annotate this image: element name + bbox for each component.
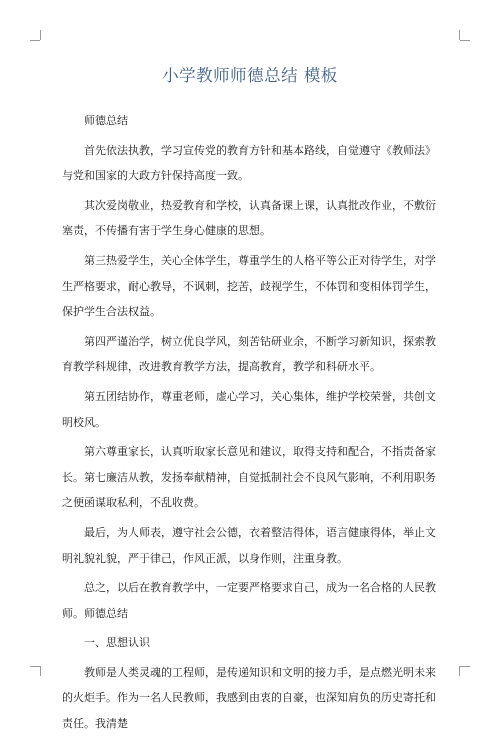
paragraph: 第五团结协作，尊重老师，虚心学习，关心集体，维护学校荣誉，共创文明校风。	[62, 389, 436, 429]
crop-mark-bottom-left-h	[30, 666, 40, 667]
paragraph: 第六尊重家长，认真听取家长意见和建议，取得支持和配合，不指责备家长。第七廉洁从教，发扬奉献精神，自觉抵制社会不良风气影响，不利用职务之便函谋取私利，不乱收费。	[62, 445, 436, 510]
crop-mark-top-left-h	[30, 40, 40, 41]
crop-mark-top-right-h	[460, 40, 470, 41]
crop-mark-top-right-v	[459, 30, 460, 40]
crop-mark-bottom-right-v	[459, 666, 460, 676]
paragraph: 总之，以后在教育教学中，一定要严格要求自己，成为一名合格的人民教师。师德总结	[62, 581, 436, 620]
document-title: 小学教师师德总结 模板	[162, 66, 338, 85]
paragraph: 教师是人类灵魂的工程师，是传递知识和文明的接力手，是点燃光明未来的火炬手。作为一名人民教师，我感到由衷的自豪，也深知肩负的历史寄托和责任。我清楚	[62, 665, 436, 731]
crop-mark-bottom-right-h	[460, 666, 470, 667]
paragraph: 第三热爱学生，关心全体学生，尊重学生的人格平等公正对待学生，对学生严格要求，耐心教导，不讽刺，挖苦，歧视学生，不体罚和变相体罚学生，保护学生合法权益。	[62, 253, 436, 319]
paragraph: 其次爱岗敬业，热爱教育和学校，认真备课上课，认真批改作业，不敷衍塞责，不传播有害于学生身心健康的思想。	[62, 198, 436, 238]
crop-mark-top-left-v	[40, 30, 41, 40]
paragraph: 师德总结	[84, 114, 128, 127]
crop-mark-bottom-left-v	[40, 666, 41, 676]
section-heading: 一、思想认识	[84, 636, 150, 650]
paragraph: 最后，为人师表，遵守社会公德，衣着整洁得体，语言健康得体，举止文明礼貌礼貌，严于律己，作风正派，以身作则，注重身教。	[62, 525, 436, 565]
paragraph: 首先依法执教，学习宣传党的教育方针和基本路线，自觉遵守《教师法》与党和国家的大政方针保持高度一致。	[62, 143, 436, 183]
document-body	[62, 108, 436, 741]
paragraph: 第四严谨治学，树立优良学风，刻苦钻研业余，不断学习新知识，探索教育教学科规律，改进教育教学方法，提高教育，教学和科研水平。	[62, 334, 436, 374]
